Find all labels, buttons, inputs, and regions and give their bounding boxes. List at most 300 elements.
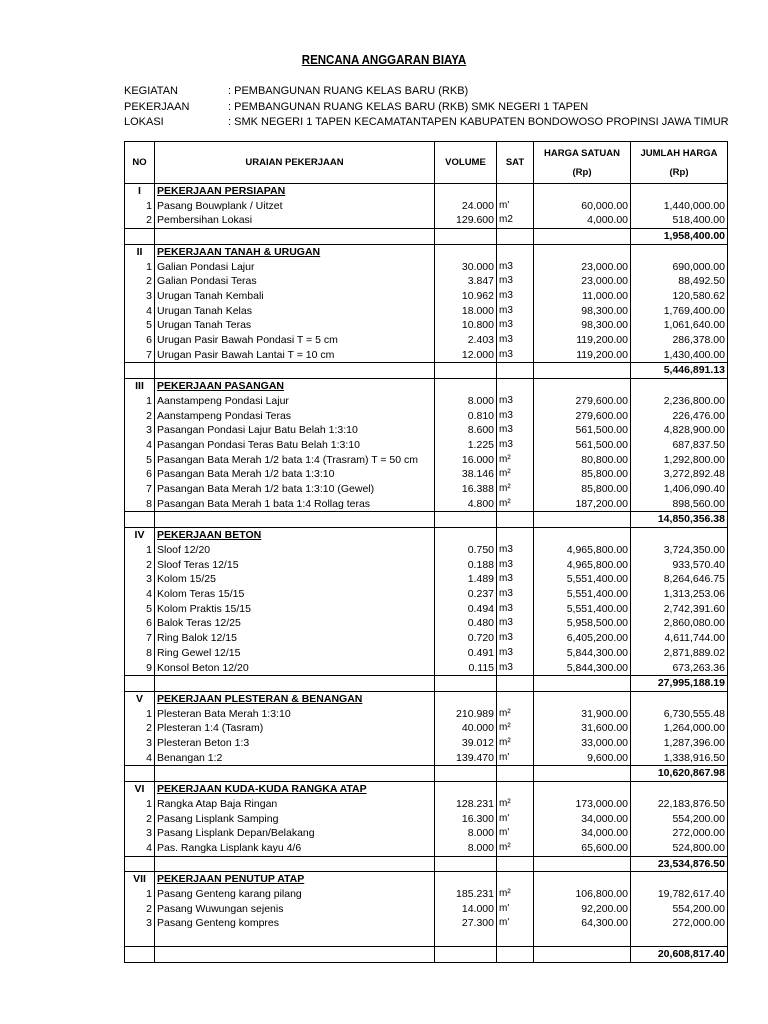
info-label: LOKASI	[124, 116, 164, 128]
item-volume: 129.600	[435, 213, 497, 228]
item-total-price: 272,000.00	[631, 916, 728, 931]
section-number: IV	[125, 528, 155, 543]
item-total-price: 1,338,916.50	[631, 751, 728, 766]
item-description: Pasangan Bata Merah 1/2 bata 1:4 (Trasram) T = 50 cm	[155, 453, 435, 468]
empty-cell	[497, 766, 534, 782]
item-description: Plesteran 1:4 (Tasram)	[155, 721, 435, 736]
item-description: Urugan Pasir Bawah Pondasi T = 5 cm	[155, 333, 435, 348]
item-description: Sloof Teras 12/15	[155, 558, 435, 573]
empty-cell	[631, 379, 728, 394]
item-total-price: 8,264,646.75	[631, 572, 728, 587]
item-unit-price: 85,800.00	[534, 482, 631, 497]
table-row	[125, 333, 728, 348]
item-unit: m'	[497, 199, 534, 214]
info-value: : PEMBANGUNAN RUANG KELAS BARU (RKB) SMK NEGERI 1 TAPEN	[228, 100, 589, 113]
item-volume: 139.470	[435, 751, 497, 766]
section-header-row	[125, 782, 728, 797]
item-description: Urugan Pasir Bawah Lantai T = 10 cm	[155, 348, 435, 363]
section-title: PEKERJAAN PERSIAPAN	[155, 184, 435, 199]
item-unit-price: 5,551,400.00	[534, 602, 631, 617]
item-volume: 0.188	[435, 558, 497, 573]
item-number: 3	[125, 736, 155, 751]
header-harga-satuan	[534, 142, 631, 184]
empty-cell	[435, 528, 497, 543]
table-row	[125, 482, 728, 497]
item-number: 4	[125, 587, 155, 602]
item-unit-price: 4,000.00	[534, 213, 631, 228]
item-number: 8	[125, 497, 155, 512]
item-number: 4	[125, 751, 155, 766]
section-title: PEKERJAAN PASANGAN	[155, 379, 435, 394]
empty-cell	[631, 931, 728, 946]
item-number: 6	[125, 333, 155, 348]
item-description: Kolom Teras 15/15	[155, 587, 435, 602]
item-volume: 2.403	[435, 333, 497, 348]
empty-cell	[497, 379, 534, 394]
table-row	[125, 453, 728, 468]
item-description: Konsol Beton 12/20	[155, 661, 435, 676]
item-unit: m3	[497, 646, 534, 661]
item-unit: m²	[497, 887, 534, 902]
item-description: Kolom 15/25	[155, 572, 435, 587]
item-description: Sloof 12/20	[155, 543, 435, 558]
item-description: Ring Balok 12/15	[155, 631, 435, 646]
item-unit: m3	[497, 394, 534, 409]
item-unit: m3	[497, 423, 534, 438]
table-row	[125, 812, 728, 827]
item-volume: 0.750	[435, 543, 497, 558]
item-unit: m3	[497, 587, 534, 602]
item-total-price: 2,236,800.00	[631, 394, 728, 409]
item-description: Pembersihan Lokasi	[155, 213, 435, 228]
item-unit: m²	[497, 707, 534, 722]
section-header-row	[125, 244, 728, 259]
item-total-price: 554,200.00	[631, 812, 728, 827]
item-unit-price: 33,000.00	[534, 736, 631, 751]
empty-cell	[125, 931, 155, 946]
table-row	[125, 543, 728, 558]
table-row	[125, 572, 728, 587]
item-description: Pasangan Pondasi Lajur Batu Belah 1:3:10	[155, 423, 435, 438]
item-volume: 8.600	[435, 423, 497, 438]
section-subtotal-row	[125, 856, 728, 872]
empty-cell	[534, 946, 631, 962]
item-volume: 210.989	[435, 707, 497, 722]
item-unit-price: 34,000.00	[534, 826, 631, 841]
final-total: 20,608,817.40	[631, 946, 728, 962]
item-volume: 185.231	[435, 887, 497, 902]
empty-cell	[497, 931, 534, 946]
item-unit: m3	[497, 543, 534, 558]
item-unit: m3	[497, 631, 534, 646]
item-volume: 0.494	[435, 602, 497, 617]
item-unit: m²	[497, 482, 534, 497]
info-pekerjaan	[124, 100, 729, 116]
section-header-row	[125, 872, 728, 887]
empty-cell	[534, 676, 631, 692]
empty-cell	[435, 931, 497, 946]
item-description: Benangan 1:2	[155, 751, 435, 766]
empty-cell	[435, 229, 497, 245]
item-number: 3	[125, 423, 155, 438]
item-unit-price: 561,500.00	[534, 438, 631, 453]
table-row	[125, 467, 728, 482]
item-unit: m'	[497, 916, 534, 931]
item-volume: 0.237	[435, 587, 497, 602]
item-total-price: 1,440,000.00	[631, 199, 728, 214]
section-subtotal: 14,850,356.38	[631, 512, 728, 528]
table-row	[125, 260, 728, 275]
item-unit: m3	[497, 333, 534, 348]
item-unit-price: 80,800.00	[534, 453, 631, 468]
table-row	[125, 736, 728, 751]
item-unit-price: 561,500.00	[534, 423, 631, 438]
table-row	[125, 274, 728, 289]
item-volume: 0.115	[435, 661, 497, 676]
item-description: Pasangan Bata Merah 1/2 bata 1:3:10	[155, 467, 435, 482]
table-row	[125, 707, 728, 722]
table-body	[125, 184, 728, 963]
item-unit-price: 23,000.00	[534, 260, 631, 275]
empty-cell	[497, 363, 534, 379]
item-unit-price: 85,800.00	[534, 467, 631, 482]
section-number: V	[125, 691, 155, 706]
item-volume: 14.000	[435, 902, 497, 917]
item-unit: m3	[497, 438, 534, 453]
empty-cell	[155, 229, 435, 245]
item-description: Pasang Wuwungan sejenis	[155, 902, 435, 917]
empty-cell	[435, 766, 497, 782]
item-volume: 10.962	[435, 289, 497, 304]
item-description: Pasang Genteng karang pilang	[155, 887, 435, 902]
item-total-price: 286,378.00	[631, 333, 728, 348]
item-total-price: 933,570.40	[631, 558, 728, 573]
item-unit-price: 65,600.00	[534, 841, 631, 856]
table-row	[125, 887, 728, 902]
empty-cell	[534, 931, 631, 946]
item-number: 1	[125, 260, 155, 275]
item-number: 2	[125, 274, 155, 289]
empty-cell	[125, 766, 155, 782]
table-row	[125, 721, 728, 736]
empty-cell	[534, 856, 631, 872]
table-row	[125, 602, 728, 617]
item-number: 1	[125, 797, 155, 812]
item-total-price: 4,611,744.00	[631, 631, 728, 646]
item-unit-price: 279,600.00	[534, 394, 631, 409]
item-unit: m'	[497, 812, 534, 827]
item-number: 2	[125, 902, 155, 917]
item-description: Plesteran Beton 1:3	[155, 736, 435, 751]
empty-cell	[631, 782, 728, 797]
item-unit-price: 34,000.00	[534, 812, 631, 827]
item-unit: m²	[497, 841, 534, 856]
item-total-price: 1,769,400.00	[631, 304, 728, 319]
item-total-price: 226,476.00	[631, 409, 728, 424]
item-unit: m3	[497, 558, 534, 573]
item-unit: m3	[497, 260, 534, 275]
info-label: KEGIATAN	[124, 85, 178, 97]
item-total-price: 88,492.50	[631, 274, 728, 289]
item-number: 7	[125, 631, 155, 646]
empty-cell	[534, 782, 631, 797]
empty-cell	[534, 528, 631, 543]
item-total-price: 1,061,640.00	[631, 318, 728, 333]
empty-cell	[155, 946, 435, 962]
table-row	[125, 646, 728, 661]
item-unit: m3	[497, 409, 534, 424]
section-title: PEKERJAAN PENUTUP ATAP	[155, 872, 435, 887]
item-unit-price: 106,800.00	[534, 887, 631, 902]
item-total-price: 272,000.00	[631, 826, 728, 841]
item-unit-price: 173,000.00	[534, 797, 631, 812]
project-info	[124, 84, 729, 131]
item-volume: 0.720	[435, 631, 497, 646]
empty-cell	[631, 528, 728, 543]
header-harga-satuan-label: HARGA SATUAN	[544, 147, 620, 159]
header-jumlah-harga	[631, 142, 728, 184]
item-number: 5	[125, 453, 155, 468]
item-unit-price: 119,200.00	[534, 333, 631, 348]
item-description: Galian Pondasi Lajur	[155, 260, 435, 275]
empty-cell	[497, 244, 534, 259]
item-total-price: 6,730,555.48	[631, 707, 728, 722]
item-volume: 3.847	[435, 274, 497, 289]
item-number: 5	[125, 318, 155, 333]
item-volume: 16.388	[435, 482, 497, 497]
item-volume: 8.000	[435, 394, 497, 409]
item-total-price: 898,560.00	[631, 497, 728, 512]
empty-cell	[155, 676, 435, 692]
item-volume: 24.000	[435, 199, 497, 214]
table-header	[125, 142, 728, 184]
empty-cell	[125, 363, 155, 379]
item-unit: m²	[497, 797, 534, 812]
item-unit-price: 279,600.00	[534, 409, 631, 424]
item-description: Pasang Lisplank Depan/Belakang	[155, 826, 435, 841]
item-volume: 0.491	[435, 646, 497, 661]
empty-cell	[125, 946, 155, 962]
item-number: 4	[125, 438, 155, 453]
item-volume: 0.480	[435, 616, 497, 631]
item-total-price: 687,837.50	[631, 438, 728, 453]
item-volume: 39.012	[435, 736, 497, 751]
item-unit-price: 60,000.00	[534, 199, 631, 214]
item-number: 3	[125, 826, 155, 841]
item-total-price: 4,828,900.00	[631, 423, 728, 438]
section-title: PEKERJAAN TANAH & URUGAN	[155, 244, 435, 259]
item-unit-price: 31,600.00	[534, 721, 631, 736]
empty-cell	[125, 676, 155, 692]
empty-cell	[435, 676, 497, 692]
empty-cell	[435, 184, 497, 199]
item-description: Urugan Tanah Teras	[155, 318, 435, 333]
empty-cell	[435, 379, 497, 394]
empty-cell	[435, 244, 497, 259]
item-description: Pasang Lisplank Samping	[155, 812, 435, 827]
table-row	[125, 348, 728, 363]
item-unit: m²	[497, 721, 534, 736]
item-unit: m3	[497, 274, 534, 289]
table-row	[125, 797, 728, 812]
item-volume: 0.810	[435, 409, 497, 424]
item-number: 2	[125, 409, 155, 424]
item-description: Pasangan Pondasi Teras Batu Belah 1:3:10	[155, 438, 435, 453]
empty-cell	[125, 229, 155, 245]
header-jumlah-harga-unit: (Rp)	[669, 166, 689, 178]
item-unit: m3	[497, 304, 534, 319]
section-header-row	[125, 184, 728, 199]
item-unit: m²	[497, 736, 534, 751]
table-row	[125, 616, 728, 631]
item-total-price: 3,724,350.00	[631, 543, 728, 558]
item-number: 8	[125, 646, 155, 661]
empty-cell	[534, 379, 631, 394]
item-description: Pasang Bouwplank / Uitzet	[155, 199, 435, 214]
item-total-price: 2,860,080.00	[631, 616, 728, 631]
empty-cell	[497, 528, 534, 543]
item-total-price: 1,406,090.40	[631, 482, 728, 497]
item-unit: m3	[497, 602, 534, 617]
item-unit-price: 4,965,800.00	[534, 543, 631, 558]
item-unit: m3	[497, 661, 534, 676]
empty-cell	[125, 512, 155, 528]
item-number: 3	[125, 289, 155, 304]
section-number: III	[125, 379, 155, 394]
empty-cell	[534, 244, 631, 259]
empty-cell	[155, 512, 435, 528]
table-row	[125, 318, 728, 333]
document-title: RENCANA ANGGARAN BIAYA	[301, 53, 467, 67]
item-number: 4	[125, 841, 155, 856]
empty-cell	[435, 691, 497, 706]
section-subtotal-row	[125, 229, 728, 245]
empty-cell	[534, 872, 631, 887]
empty-cell	[631, 691, 728, 706]
item-description: Aanstampeng Pondasi Teras	[155, 409, 435, 424]
item-number: 2	[125, 721, 155, 736]
table-row	[125, 304, 728, 319]
empty-cell	[155, 766, 435, 782]
table-row	[125, 661, 728, 676]
empty-cell	[155, 931, 435, 946]
item-unit-price: 9,600.00	[534, 751, 631, 766]
item-unit: m²	[497, 497, 534, 512]
item-unit-price: 5,551,400.00	[534, 572, 631, 587]
empty-cell	[435, 946, 497, 962]
table-row	[125, 841, 728, 856]
item-number: 6	[125, 616, 155, 631]
item-unit: m2	[497, 213, 534, 228]
item-total-price: 1,264,000.00	[631, 721, 728, 736]
item-number: 1	[125, 394, 155, 409]
empty-cell	[534, 691, 631, 706]
table-row	[125, 916, 728, 931]
item-unit-price: 92,200.00	[534, 902, 631, 917]
empty-cell	[497, 512, 534, 528]
empty-cell	[534, 363, 631, 379]
section-subtotal: 5,446,891.13	[631, 363, 728, 379]
item-number: 5	[125, 602, 155, 617]
item-volume: 4.800	[435, 497, 497, 512]
item-unit-price: 187,200.00	[534, 497, 631, 512]
empty-cell	[534, 766, 631, 782]
section-title: PEKERJAAN KUDA-KUDA RANGKA ATAP	[155, 782, 435, 797]
item-number: 7	[125, 482, 155, 497]
item-volume: 128.231	[435, 797, 497, 812]
header-volume: VOLUME	[435, 142, 497, 184]
table-row	[125, 902, 728, 917]
item-description: Pasangan Bata Merah 1 bata 1:4 Rollag teras	[155, 497, 435, 512]
item-unit: m3	[497, 318, 534, 333]
empty-cell	[631, 184, 728, 199]
item-total-price: 673,263.36	[631, 661, 728, 676]
item-unit: m3	[497, 348, 534, 363]
item-description: Urugan Tanah Kelas	[155, 304, 435, 319]
item-number: 6	[125, 467, 155, 482]
section-subtotal-row	[125, 766, 728, 782]
section-number: II	[125, 244, 155, 259]
item-description: Galian Pondasi Teras	[155, 274, 435, 289]
item-unit: m3	[497, 289, 534, 304]
section-subtotal: 23,534,876.50	[631, 856, 728, 872]
section-subtotal-row	[125, 512, 728, 528]
empty-cell	[631, 244, 728, 259]
header-no: NO	[125, 142, 155, 184]
item-volume: 8.000	[435, 841, 497, 856]
section-title: PEKERJAAN BETON	[155, 528, 435, 543]
empty-cell	[497, 184, 534, 199]
empty-cell	[435, 872, 497, 887]
item-unit: m²	[497, 467, 534, 482]
section-number: VII	[125, 872, 155, 887]
item-unit-price: 11,000.00	[534, 289, 631, 304]
table-row	[125, 826, 728, 841]
info-label: PEKERJAAN	[124, 100, 190, 113]
info-value: : PEMBANGUNAN RUANG KELAS BARU (RKB)	[228, 85, 469, 97]
table-row	[125, 438, 728, 453]
item-description: Pas. Rangka Lisplank kayu 4/6	[155, 841, 435, 856]
section-subtotal: 10,620,867.98	[631, 766, 728, 782]
empty-cell	[631, 872, 728, 887]
empty-cell	[435, 856, 497, 872]
item-description: Plesteran Bata Merah 1:3:10	[155, 707, 435, 722]
item-description: Kolom Praktis 15/15	[155, 602, 435, 617]
item-unit-price: 4,965,800.00	[534, 558, 631, 573]
item-unit-price: 23,000.00	[534, 274, 631, 289]
section-subtotal: 27,995,188.19	[631, 676, 728, 692]
empty-cell	[497, 782, 534, 797]
table-row	[125, 394, 728, 409]
item-volume: 38.146	[435, 467, 497, 482]
item-unit: m3	[497, 616, 534, 631]
empty-cell	[435, 363, 497, 379]
empty-cell	[497, 856, 534, 872]
section-subtotal-row	[125, 676, 728, 692]
table-row	[125, 213, 728, 228]
item-total-price: 690,000.00	[631, 260, 728, 275]
item-total-price: 1,292,800.00	[631, 453, 728, 468]
table-row	[125, 199, 728, 214]
empty-cell	[155, 856, 435, 872]
item-total-price: 3,272,892.48	[631, 467, 728, 482]
item-total-price: 1,430,400.00	[631, 348, 728, 363]
final-total-row	[125, 946, 728, 962]
item-description: Pasang Genteng kompres	[155, 916, 435, 931]
item-unit-price: 5,844,300.00	[534, 646, 631, 661]
item-number: 2	[125, 812, 155, 827]
item-description: Pasangan Bata Merah 1/2 bata 1:3:10 (Gewel)	[155, 482, 435, 497]
